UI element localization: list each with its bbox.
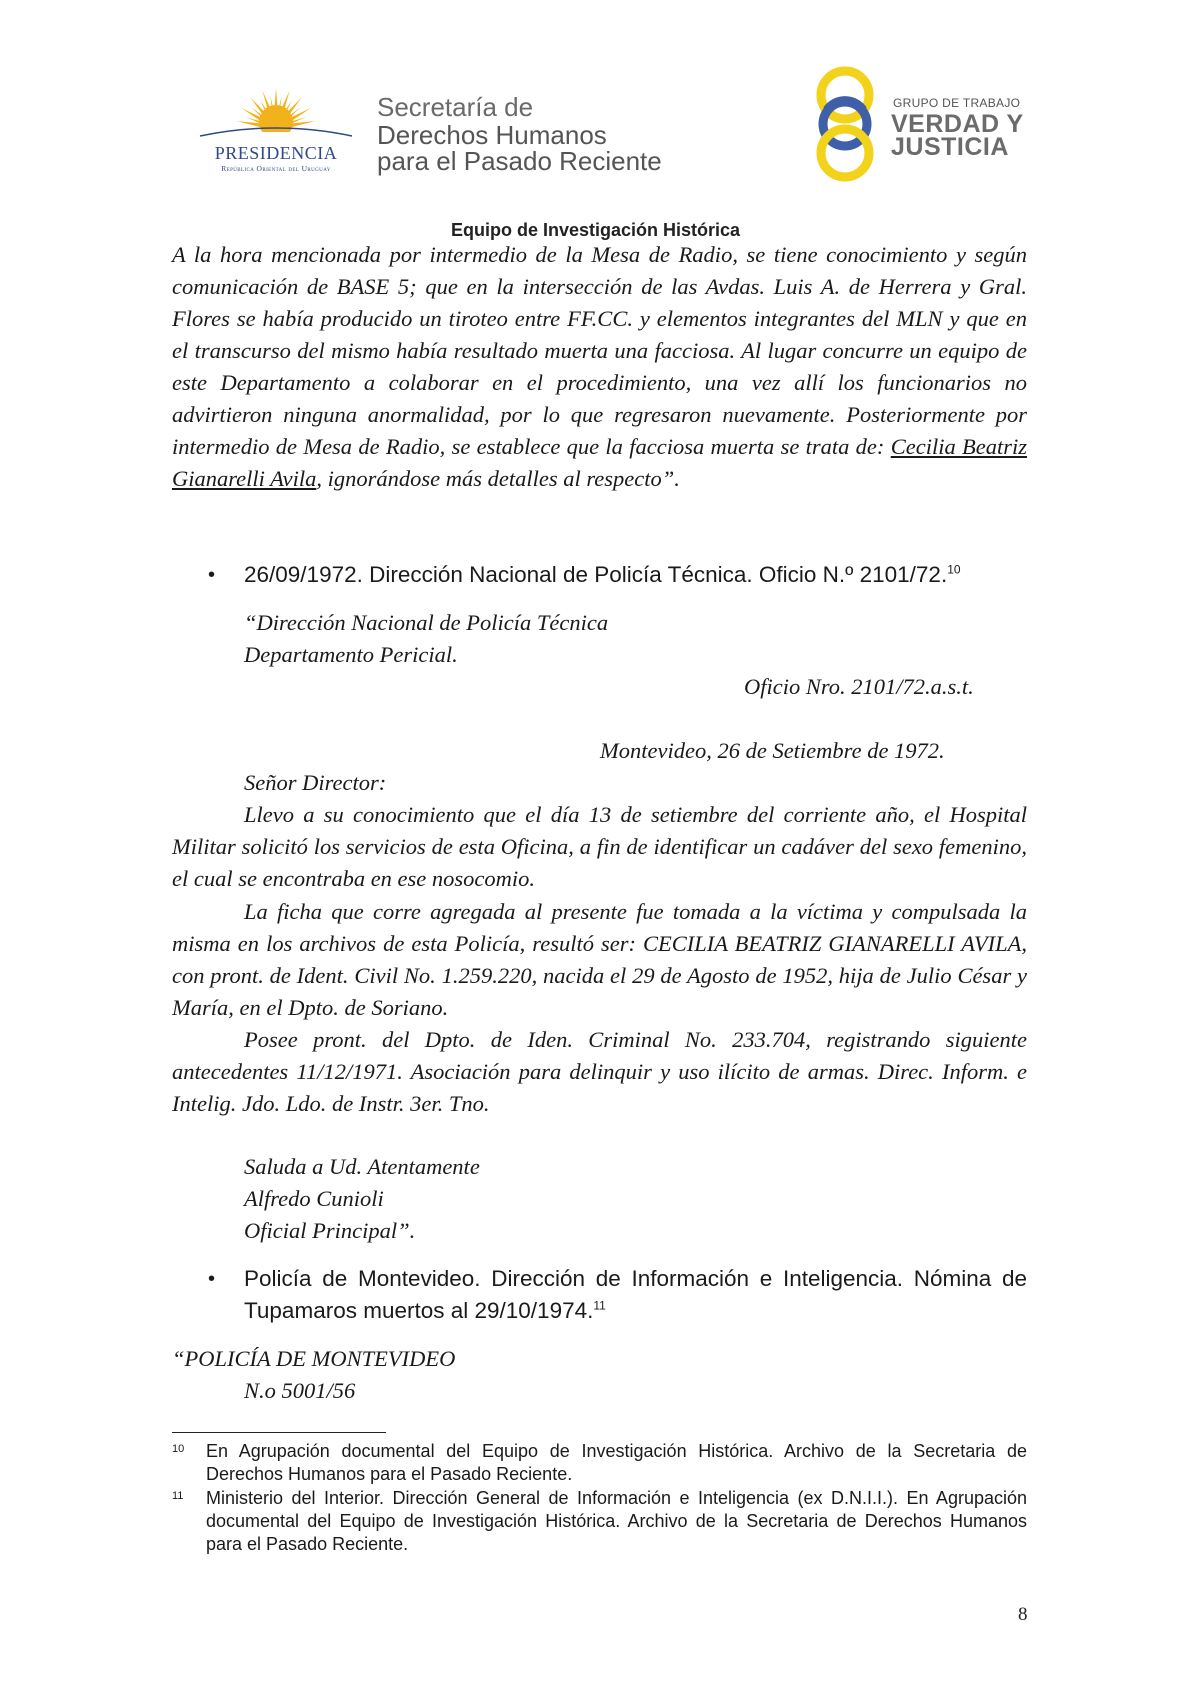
quote-signer-title: Oficial Principal”.: [244, 1218, 416, 1243]
footnote-ref-11: 11: [593, 1298, 606, 1313]
quote-date: Montevideo, 26 de Setiembre de 1972.: [600, 738, 945, 763]
footnote-ref-10: 10: [947, 562, 961, 577]
footnote-text: En Agrupación documental del Equipo de Investigación Histórica. Archivo de la Secretaria de Derechos Humanos para el Pasado Reciente.: [206, 1441, 1027, 1484]
quote2-line-2: N.o 5001/56: [244, 1378, 356, 1403]
grupo-title-line-2: JUSTICIA: [891, 133, 1009, 161]
quote-oficio-number: Oficio Nro. 2101/72.a.s.t.: [744, 674, 974, 699]
presidencia-name: PRESIDENCIA: [214, 143, 338, 163]
quote-closing: Saluda a Ud. Atentamente: [244, 1154, 480, 1179]
team-heading: Equipo de Investigación Histórica: [450, 220, 741, 240]
footnote-text: Ministerio del Interior. Dirección General de Información e Inteligencia (ex D.N.I.I.). En Agrupación documental del Equipo de Investigación Histórica. Archivo de la Secretaria de Derechos Humanos para el Pasado Reciente.: [206, 1488, 1027, 1554]
grupo-small-label: GRUPO DE TRABAJO: [893, 96, 1021, 110]
footnote-separator: [172, 1432, 386, 1433]
quote-heading-line-1: “Dirección Nacional de Policía Técnica: [244, 610, 609, 635]
page-number: 8: [1018, 1604, 1028, 1625]
intro-text-end: , ignorándose más detalles al respecto”.: [316, 466, 680, 491]
bullet-text: Policía de Montevideo. Dirección de Información e Inteligencia. Nómina de Tupamaros muertos al 29/10/1974.: [244, 1266, 1027, 1323]
quote-paragraph-2: La ficha que corre agregada al presente fue tomada a la víctima y compulsada la misma en los archivos de esta Policía, resultó ser: CECILIA BEATRIZ GIANARELLI AVILA, con pront. de Ident. Civil No. 1.259.220, nacida el 29 de Agosto de 1952, hija de Julio César y María, en el Dpto. de Soriano.: [172, 899, 1027, 1020]
intro-paragraph: [172, 239, 1027, 495]
footnote-number: 11: [172, 1490, 184, 1502]
grupo-title-line-1: VERDAD Y: [891, 110, 1024, 138]
quote-heading-line-2: Departamento Pericial.: [244, 642, 458, 667]
quote-signer: Alfredo Cunioli: [244, 1186, 384, 1211]
bullet-text: 26/09/1972. Dirección Nacional de Policía Técnica. Oficio N.º 2101/72.: [244, 562, 948, 587]
quote2-line-1: “POLICÍA DE MONTEVIDEO: [172, 1346, 456, 1371]
bullet-item-nomina: [244, 1263, 1027, 1327]
bullet-item-oficio: [244, 559, 961, 591]
presidencia-subtitle: República Oriental del Uruguay: [221, 164, 331, 173]
bullet-dot: •: [208, 564, 216, 586]
intro-text: A la hora mencionada por intermedio de la Mesa de Radio, se tiene conocimiento y según comunicación de BASE 5; que en la intersección de las Avdas. Luis A. de Herrera y Gral. Flores se había producido un tiroteo entre FF.CC. y elementos integrantes del MLN y que en el transcurso del mismo había resultado muerta una facciosa. Al lugar concurre un equipo de este Departamento a colaborar en el procedimiento, una vez allí los funcionarios no advirtieron ninguna anormalidad, por lo que regresaron nuevamente. Posteriormente por intermedio de Mesa de Radio, se establece que la facciosa muerta se trata de:: [172, 242, 1027, 459]
secretaria-line-2: Derechos Humanos: [377, 120, 607, 150]
quote-salutation: Señor Director:: [244, 770, 387, 795]
footnote-number: 10: [172, 1443, 185, 1455]
quote-paragraph-1: Llevo a su conocimiento que el día 13 de setiembre del corriente año, el Hospital Militar solicitó los servicios de esta Oficina, a fin de identificar un cadáver del sexo femenino, el cual se encontraba en ese nosocomio.: [172, 802, 1027, 891]
underlined-name: Cecilia Beatriz Gianarelli Avila: [172, 434, 1028, 491]
secretaria-line-1: Secretaría de: [377, 92, 534, 122]
secretaria-line-3: para el Pasado Reciente: [377, 146, 662, 176]
quote-paragraph-3: Posee pront. del Dpto. de Iden. Criminal No. 233.704, registrando siguiente antecedentes 11/12/1971. Asociación para delinquir y uso ilícito de armas. Direc. Inform. e Intelig. Jdo. Ldo. de Instr. 3er. Tno.: [172, 1027, 1027, 1116]
bullet-dot: •: [208, 1268, 216, 1290]
